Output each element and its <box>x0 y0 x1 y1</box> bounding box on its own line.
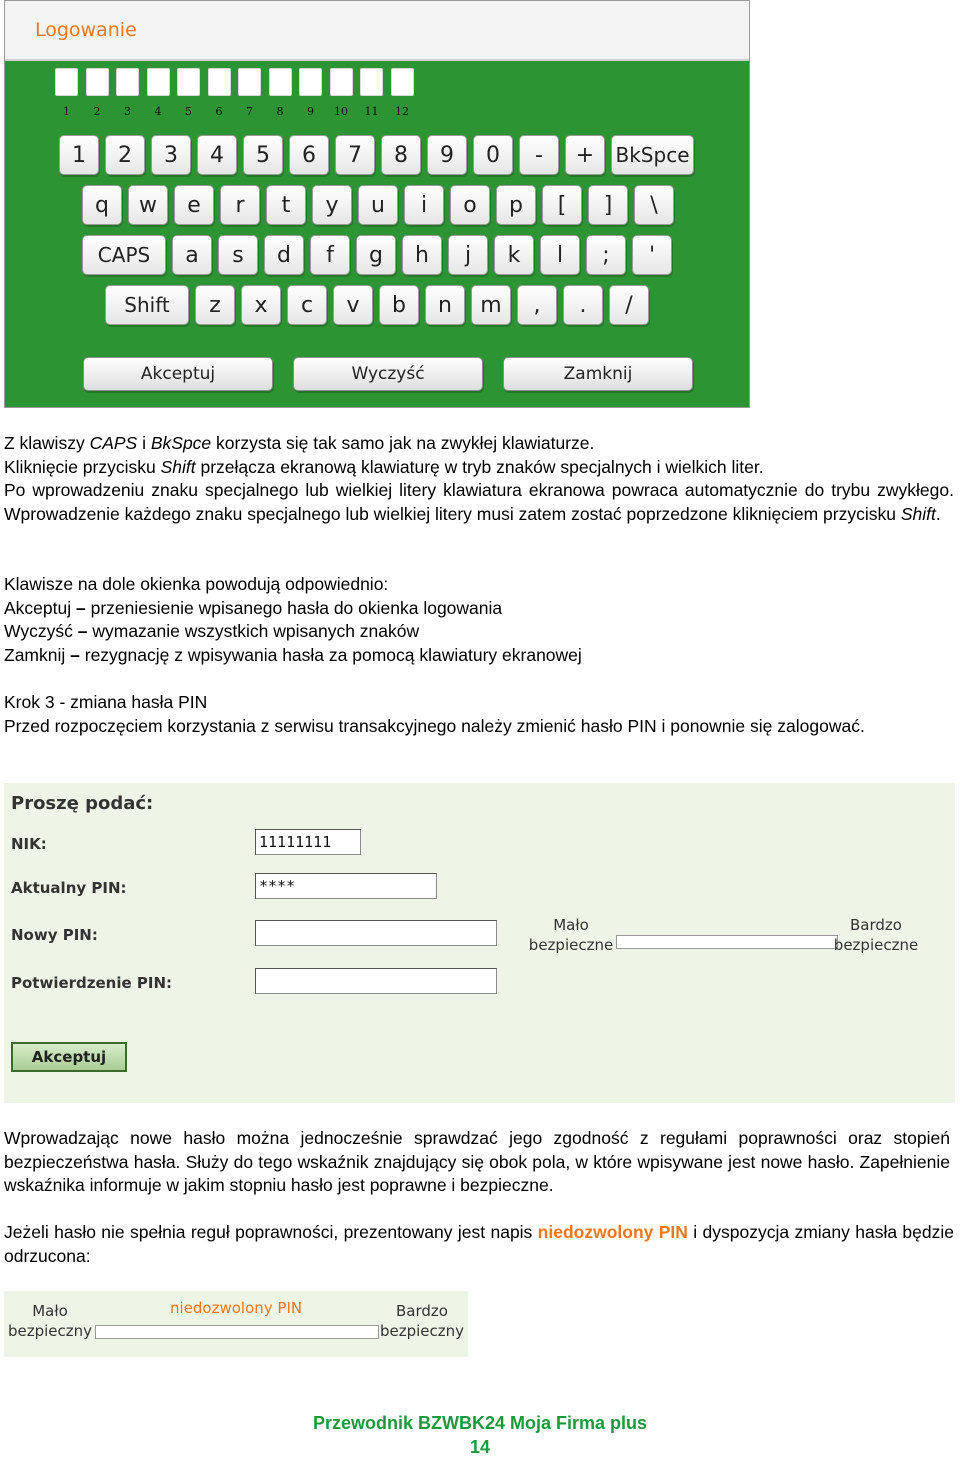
key[interactable]: b <box>379 285 419 325</box>
step-section <box>4 691 954 738</box>
password-slot <box>208 68 231 96</box>
form-heading: Proszę podać: <box>11 793 154 814</box>
key[interactable]: n <box>425 285 465 325</box>
password-slot <box>299 68 322 96</box>
slot-number: 5 <box>185 105 192 118</box>
current-pin-field[interactable]: **** <box>255 873 437 899</box>
button-desc-close: Zamknij – rezygnację z wpisywania hasła za pomocą klawiatury ekranowej <box>4 644 582 665</box>
accept-pin-button[interactable]: Akceptuj <box>11 1042 127 1072</box>
key[interactable]: o <box>450 185 490 225</box>
password-slot <box>86 68 109 96</box>
key[interactable]: m <box>471 285 511 325</box>
new-pin-field[interactable] <box>255 920 497 946</box>
confirm-pin-field[interactable] <box>255 968 497 994</box>
key[interactable]: p <box>496 185 536 225</box>
key[interactable]: BkSpce <box>611 135 694 175</box>
caps-key-ref: CAPS <box>89 433 138 453</box>
key[interactable]: 2 <box>105 135 145 175</box>
footer-title: Przewodnik BZWBK24 Moja Firma plus <box>312 1413 648 1433</box>
key[interactable]: \ <box>634 185 674 225</box>
close-button[interactable]: Zamknij <box>503 357 693 391</box>
key[interactable]: z <box>195 285 235 325</box>
accept-button[interactable]: Akceptuj <box>83 357 273 391</box>
key[interactable]: + <box>565 135 605 175</box>
key[interactable]: , <box>517 285 557 325</box>
key[interactable]: d <box>264 235 304 275</box>
strip-status: niedozwolony PIN <box>170 1299 303 1317</box>
password-slot <box>147 68 170 96</box>
buttons-description <box>4 573 954 667</box>
strip-low-label: Mało bezpieczny <box>7 1302 93 1340</box>
step-body: Przed rozpoczęciem korzystania z serwisu transakcyjnego należy zmienić hasło PIN i ponownie się zalogować. <box>4 715 865 736</box>
key[interactable]: 3 <box>151 135 191 175</box>
key[interactable]: x <box>241 285 281 325</box>
slot-number: 11 <box>364 105 379 118</box>
key[interactable]: 1 <box>59 135 99 175</box>
button-desc-accept: Akceptuj – przeniesienie wpisanego hasła do okienka logowania <box>4 597 503 618</box>
strip-meter <box>95 1325 379 1339</box>
buttons-intro: Klawisze na dole okienka powodują odpowiednio: <box>4 574 389 594</box>
slot-number: 10 <box>334 105 348 118</box>
strip-high-label: Bardzo bezpieczny <box>379 1302 465 1340</box>
key[interactable]: 9 <box>427 135 467 175</box>
key[interactable]: - <box>519 135 559 175</box>
slot-number: 7 <box>246 105 253 118</box>
nik-field[interactable]: 11111111 <box>255 829 361 855</box>
key[interactable]: g <box>356 235 396 275</box>
special-chars-sentence: Po wprowadzeniu znaku specjalnego lub wielkiej litery klawiatura ekranowa powraca automatycznie do trybu zwykłego. Wprowadzenie każdego znaku specjalnego lub wielkiej litery musi zatem zostać poprzedzone kliknięciem przycisku Shift. <box>4 480 954 524</box>
key[interactable]: e <box>174 185 214 225</box>
slot-number: 9 <box>307 105 314 118</box>
key[interactable]: l <box>540 235 580 275</box>
key[interactable]: r <box>220 185 260 225</box>
current-pin-label: Aktualny PIN: <box>11 879 127 897</box>
invalid-pin-paragraph: Jeżeli hasło nie spełnia reguł poprawności, prezentowany jest napis niedozwolony PIN i dyspozycja zmiany hasła będzie odrzucona: <box>4 1222 954 1266</box>
key[interactable]: 6 <box>289 135 329 175</box>
key[interactable]: u <box>358 185 398 225</box>
indicator-paragraph: Wprowadzając nowe hasło można jednocześnie sprawdzać jego zgodność z regułami poprawności oraz stopień bezpieczeństwa hasła. Służy do tego wskaźnik znajdujący się obok pola, w które wpisywane jest nowe hasło. Zapełnienie wskaźnika informuje w jakim stopniu hasło jest poprawne i bezpieczne. <box>4 1128 950 1196</box>
nik-label: NIK: <box>11 835 47 853</box>
new-pin-label: Nowy PIN: <box>11 926 98 944</box>
shift-sentence: Kliknięcie przycisku Shift przełącza ekranową klawiaturę w tryb znaków specjalnych i wielkich liter. <box>4 456 764 477</box>
page-number: 14 <box>469 1437 491 1457</box>
keyboard-usage-paragraph <box>4 432 954 526</box>
key[interactable]: . <box>563 285 603 325</box>
pin-change-form <box>4 783 955 1103</box>
password-slot <box>269 68 292 96</box>
password-slot <box>330 68 353 96</box>
key[interactable]: s <box>218 235 258 275</box>
key[interactable]: h <box>402 235 442 275</box>
key[interactable]: y <box>312 185 352 225</box>
slot-number: 4 <box>154 105 162 118</box>
key[interactable]: f <box>310 235 350 275</box>
clear-button[interactable]: Wyczyść <box>293 357 483 391</box>
key[interactable]: c <box>287 285 327 325</box>
key[interactable]: 8 <box>381 135 421 175</box>
slot-number: 6 <box>215 105 223 118</box>
key[interactable]: [ <box>542 185 582 225</box>
password-slot <box>360 68 383 96</box>
slot-number: 3 <box>124 105 131 118</box>
key[interactable]: Shift <box>105 285 189 325</box>
key[interactable]: / <box>609 285 649 325</box>
step-heading: Krok 3 - zmiana hasła PIN <box>4 692 208 712</box>
password-slot <box>391 68 414 96</box>
key[interactable]: 7 <box>335 135 375 175</box>
bkspace-key-ref: BkSpce <box>150 433 212 453</box>
slot-number: 2 <box>93 105 101 118</box>
key[interactable]: i <box>404 185 444 225</box>
key[interactable]: w <box>128 185 168 225</box>
key[interactable]: t <box>266 185 306 225</box>
slot-number: 8 <box>276 105 284 118</box>
key[interactable]: 4 <box>197 135 237 175</box>
key[interactable]: j <box>448 235 488 275</box>
key[interactable]: ] <box>588 185 628 225</box>
password-slot <box>55 68 78 96</box>
pin-strength-meter <box>616 935 838 949</box>
invalid-pin-indicator <box>4 1291 468 1357</box>
shift-key-ref-2: Shift <box>900 503 936 524</box>
virtual-keyboard <box>4 0 750 408</box>
caps-bkspace-sentence: Z klawiszy CAPS i BkSpce korzysta się tak samo jak na zwykłej klawiaturze. <box>4 433 595 453</box>
invalid-pin-highlight: niedozwolony PIN <box>537 1222 688 1242</box>
key[interactable]: v <box>333 285 373 325</box>
key[interactable]: k <box>494 235 534 275</box>
key[interactable]: a <box>172 235 212 275</box>
button-desc-clear: Wyczyść – wymazanie wszystkich wpisanych znaków <box>4 621 420 642</box>
meter-high-label: Bardzo bezpieczne <box>833 916 919 954</box>
key[interactable]: ; <box>586 235 626 275</box>
confirm-pin-label: Potwierdzenie PIN: <box>11 974 173 992</box>
key[interactable]: ' <box>632 235 672 275</box>
slot-number: 1 <box>63 105 70 118</box>
keyboard-titlebar <box>5 1 749 61</box>
keyboard-title: Logowanie <box>35 19 137 41</box>
password-slot <box>238 68 261 96</box>
key[interactable]: CAPS <box>82 235 166 275</box>
shift-key-ref: Shift <box>160 456 196 477</box>
key[interactable]: q <box>82 185 122 225</box>
password-slot <box>116 68 139 96</box>
key[interactable]: 0 <box>473 135 513 175</box>
meter-low-label: Mało bezpieczne <box>528 916 614 954</box>
password-slot <box>177 68 200 96</box>
slot-number: 12 <box>395 105 409 118</box>
key[interactable]: 5 <box>243 135 283 175</box>
